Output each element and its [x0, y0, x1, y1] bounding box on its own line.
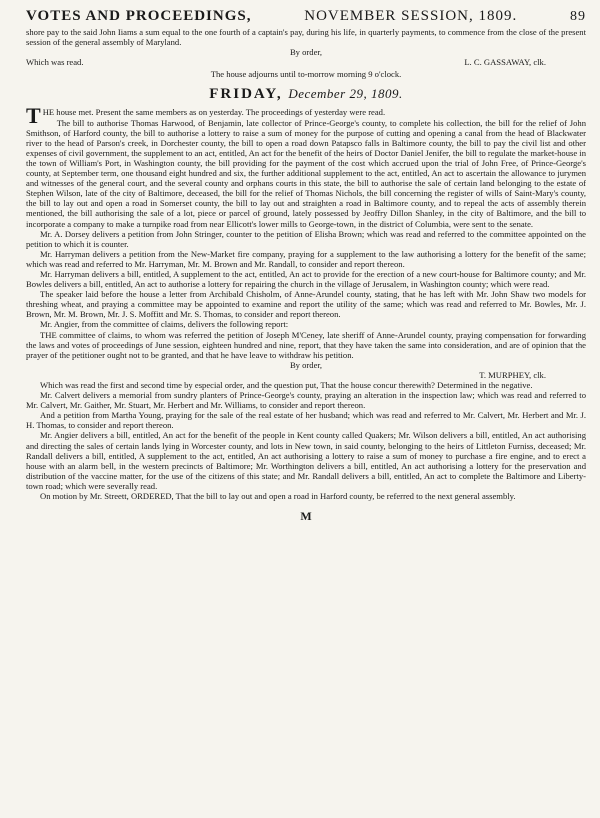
clerk-signature-2: T. MURPHEY, clk.: [479, 369, 546, 380]
running-header: [26, 8, 586, 25]
paragraph-5: Mr. Harryman delivers a bill, entitled, A supplement to the act, entitled, An act to provide for the erection of a new court-house for Baltimore county; and Mr. Bowles delivers a bill, entitled, An act to authorise a lottery for repairing the church in the village of Jerusalem, in Washington county; which were read.: [26, 268, 586, 290]
paragraph-7: Mr. Angier, from the committee of claims, delivers the following report:: [40, 319, 289, 330]
day-date: December 29, 1809.: [288, 86, 403, 102]
header-title: VOTES AND PROCEEDINGS,: [26, 8, 252, 24]
page-number: 89: [570, 9, 586, 24]
paragraph-top: shore pay to the said John Iiams a sum equal to the one fourth of a captain's pay, during his life, in quarterly payments, to commence from the close of the present session of the general assembly of Maryland.: [26, 27, 586, 48]
paragraph-11: And a petition from Martha Young, praying for the sale of the real estate of her husband; which was read and referred to Mr. Calvert, Mr. Herbert and Mr. J. H. Thomas, to consider and report thereon.: [26, 410, 586, 431]
header-session: NOVEMBER SESSION, 1809.: [304, 8, 518, 24]
by-order-2: By order,: [289, 359, 323, 370]
paragraph-4: Mr. Harryman delivers a petition from the New-Market fire company, praying for a supplement to the law authorising a lottery for the benefit of the same; which was read and referred to Mr. Harryman, Mr. M. Brown and Mr. Randall, to consider and report thereon.: [26, 248, 586, 269]
adjourn-notice: The house adjourns until to-morrow morning 9 o'clock.: [210, 69, 402, 80]
paragraph-3: Mr. A. Dorsey delivers a petition from John Stringer, counter to the petition of Elisha Brown; which was read and referred to the committee appointed on the petition to which it is counter.: [26, 228, 586, 249]
read-row: [26, 57, 586, 67]
signature-mark: M: [300, 509, 312, 524]
committee-report: THE committee of claims, to whom was referred the petition of Joseph M'Ceney, late sheriff of Anne-Arundel county, praying compensation for forwarding the laws and votes of proceedings of June session, eighteen hundred and nine, report, that they have taken the same into consideration, and are of opinion that the prayer of the petitioner ought not to be granted, and that he have leave to withdraw his petition.: [26, 329, 586, 360]
clerk-signature-top: L. C. GASSAWAY, clk.: [464, 57, 546, 68]
paragraph-6: The speaker laid before the house a letter from Archibald Chisholm, of Anne-Arundel county, stating, that he has left with Mr. John Shaw two models for threshing wheat, and praying a committee may be appointed to examine and report the utility of the same; which was read and referred to Mr. Bowles, Mr. J. Brown, Mr. M. Brown, Mr. J. S. Moffitt and Mr. S. Thomas, to consider and report thereon.: [26, 289, 586, 320]
paragraph-2: The bill to authorise Thomas Harwood, of Benjamin, late collector of Prince-George's county, to complete his collection, the bill for the relief of John Smithson, of Harford county, the bill to authorise a lottery to raise a sum of money for the purpose of cutting and opening a canal from the head of Blackwater river to the head of Parson's creek, in Dorchester county, the bill to open a road down Patapsco falls in Baltimore county, the bill to pay the civil list and other expenses of civil government, the supplement to an act, entitled, An act for the benefit of the heirs of Doctor Daniel Jenifer, the bill to regulate the market-house in the town of William's Port, in Washington county, the bill providing for the payment of the cost which accrued upon the trial of John Free, of Prince-George's county, at September term, one thousand eight hundred and six, the further additional supplement to the act, entitled, An act to ascertain the allowance to jurymen and witnesses of the general court, and the several county and orphans courts in this state, the bill to authorise the sale of certain land belonging to the estate of Stephen Wilson, late of the city of Baltimore, deceased, the bill for the relief of Thomas Nichols, the bill concerning the register of wills of Saint-Mary's county, the bill to lay out and open a road in Somerset county, the bill to lay out and straighten a road in Baltimore county, and to repeal the acts of assembly therein mentioned, the bill authorising the sale of a lot, piece or parcel of ground, lately possessed by Jeoffry Dillon Shanley, in the city of Baltimore, and the bill to incorporate a company to make a turnpike road from near Ellicott's lower mills to George-town, in the district of Columbia, were sent to the senate.: [26, 117, 586, 229]
paragraph-12: Mr. Angier delivers a bill, entitled, An act for the benefit of the people in Kent county called Quakers; Mr. Wilson delivers a bill, entitled, An act authorising and directing the sales of certain lands lying in Worcester county, and lots in New town, in said county, belonging to the heirs of Littleton Furniss, deceased; Mr. Randall delivers a bill, entitled, A supplement to the act, entitled, An act authorising a lottery to raise a sum of money to purchase a fire engine, and to erect a house with an alarm bell, in the western precincts of Baltimore; Mr. Worthington delivers a bill, entitled, An act authorising a lottery for the preservation and distribution of the vaccine matter, for the use of the citizens of this state; and Mr. Randall delivers a bill, entitled, An act to complete the Baltimore and Liberty-town road; which were severally read.: [26, 430, 586, 491]
day-heading: [26, 86, 586, 103]
paragraph-10: Mr. Calvert delivers a memorial from sundry planters of Prince-George's county, praying an alteration in the inspection law; which was read and referred to Mr. Calvert, Mr. Gaither, Mr. Stuart, Mr. Herbert and Mr. Williams, to consider and report thereon.: [26, 390, 586, 411]
paragraph-1: [26, 103, 586, 129]
paragraph-1-text: HE house met. Present the same members as on yesterday. The proceedings of yesterday were read.: [42, 107, 386, 118]
day-name: FRIDAY,: [209, 86, 283, 103]
by-order-top: By order,: [289, 47, 323, 58]
drop-cap: T: [26, 103, 41, 129]
paragraph-9: Which was read the first and second time by especial order, and the question put, That the house concur therewith? Determined in the negative.: [40, 380, 533, 390]
which-was-read: Which was read.: [26, 57, 84, 68]
paragraph-13: On motion by Mr. Streett, ORDERED, That the bill to lay out and open a road in Harford county, be referred to the next general assembly.: [40, 491, 516, 502]
